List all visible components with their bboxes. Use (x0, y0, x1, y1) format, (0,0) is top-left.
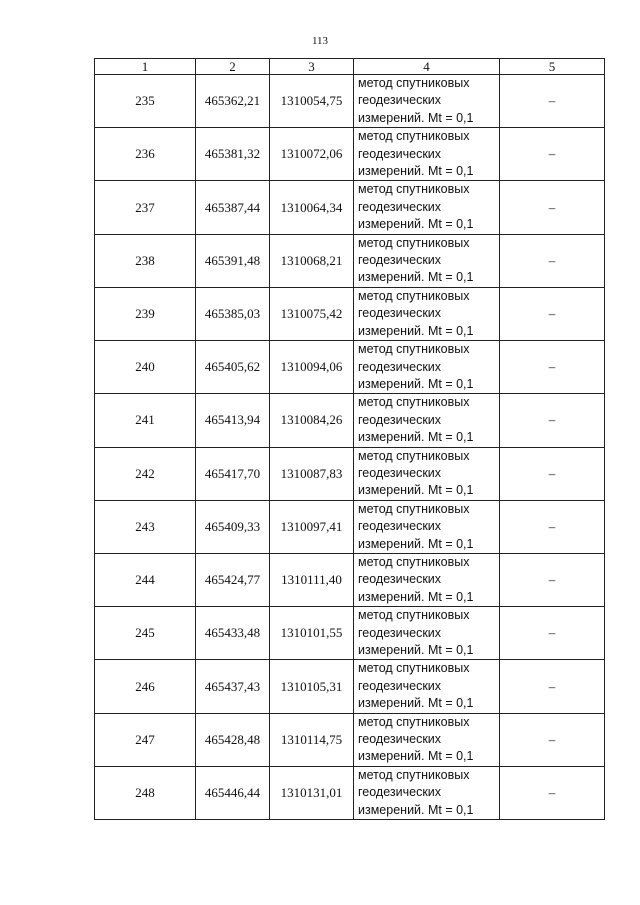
method-text-line: геодезических (358, 732, 442, 747)
note-cell: – (500, 660, 605, 713)
method-text-line: геодезических (358, 146, 442, 161)
note-cell: – (500, 713, 605, 766)
method-text-line: метод спутниковых (358, 395, 470, 410)
table-row (95, 500, 605, 553)
method-text-line: геодезических (358, 253, 442, 268)
table-header (95, 59, 605, 75)
coordinate-y-cell: 1310101,55 (270, 607, 354, 660)
method-text-line: измерений. Mt = 0,1 (358, 376, 474, 391)
note-cell: – (500, 500, 605, 553)
table-row (95, 287, 605, 340)
coordinate-y-cell: 1310084,26 (270, 394, 354, 447)
method-text-line: геодезических (358, 519, 442, 534)
note-cell: – (500, 394, 605, 447)
coordinate-y-cell: 1310094,06 (270, 341, 354, 394)
method-cell (354, 713, 500, 766)
note-cell: – (500, 287, 605, 340)
method-text-line: метод спутниковых (358, 714, 470, 729)
coordinate-y-cell: 1310131,01 (270, 766, 354, 819)
column-header-3: 3 (270, 59, 354, 75)
point-number-cell: 247 (95, 713, 196, 766)
coordinate-x-cell: 465433,48 (196, 607, 270, 660)
method-text-line: метод спутниковых (358, 288, 470, 303)
point-number-cell: 236 (95, 128, 196, 181)
point-number-cell: 239 (95, 287, 196, 340)
table-row (95, 394, 605, 447)
method-cell (354, 341, 500, 394)
coordinate-x-cell: 465381,32 (196, 128, 270, 181)
coordinate-x-cell: 465387,44 (196, 181, 270, 234)
method-text-line: измерений. Mt = 0,1 (358, 483, 474, 498)
method-text-line: измерений. Mt = 0,1 (358, 217, 474, 232)
coordinate-x-cell: 465424,77 (196, 553, 270, 606)
method-cell (354, 181, 500, 234)
note-cell: – (500, 766, 605, 819)
point-number-cell: 246 (95, 660, 196, 713)
note-cell: – (500, 75, 605, 128)
method-cell (354, 447, 500, 500)
method-text-line: метод спутниковых (358, 76, 470, 90)
table-row (95, 660, 605, 713)
point-number-cell: 238 (95, 234, 196, 287)
method-text-line: измерений. Mt = 0,1 (358, 323, 474, 338)
table-row (95, 553, 605, 606)
point-number-cell: 242 (95, 447, 196, 500)
column-header-5: 5 (500, 59, 605, 75)
column-header-2: 2 (196, 59, 270, 75)
method-text-line: метод спутниковых (358, 182, 470, 197)
note-cell: – (500, 607, 605, 660)
coordinate-y-cell: 1310087,83 (270, 447, 354, 500)
point-number-cell: 237 (95, 181, 196, 234)
coordinate-y-cell: 1310114,75 (270, 713, 354, 766)
page-number: 113 (311, 35, 329, 47)
coordinate-y-cell: 1310068,21 (270, 234, 354, 287)
method-text-line: измерений. Mt = 0,1 (358, 749, 474, 764)
point-number-cell: 245 (95, 607, 196, 660)
coordinate-x-cell: 465405,62 (196, 341, 270, 394)
point-number-cell: 240 (95, 341, 196, 394)
method-cell (354, 500, 500, 553)
method-text-line: геодезических (358, 678, 442, 693)
coordinate-x-cell: 465409,33 (196, 500, 270, 553)
table-row (95, 607, 605, 660)
table-row (95, 447, 605, 500)
method-text-line: измерений. Mt = 0,1 (358, 164, 474, 179)
method-text-line: геодезических (358, 412, 442, 427)
coordinate-y-cell: 1310064,34 (270, 181, 354, 234)
coordinate-x-cell: 465428,48 (196, 713, 270, 766)
header-row (95, 59, 605, 75)
method-text-line: измерений. Mt = 0,1 (358, 696, 474, 711)
coordinate-x-cell: 465362,21 (196, 75, 270, 128)
method-text-line: геодезических (358, 306, 442, 321)
note-cell: – (500, 341, 605, 394)
method-text-line: геодезических (358, 465, 442, 480)
coordinate-x-cell: 465446,44 (196, 766, 270, 819)
method-text-line: геодезических (358, 572, 442, 587)
method-text-line: метод спутниковых (358, 767, 470, 782)
method-text-line: геодезических (358, 625, 442, 640)
method-cell (354, 287, 500, 340)
table-body (95, 75, 605, 820)
coordinate-y-cell: 1310111,40 (270, 553, 354, 606)
method-cell (354, 660, 500, 713)
method-text-line: геодезических (358, 199, 442, 214)
method-text-line: метод спутниковых (358, 235, 470, 250)
coordinate-x-cell: 465391,48 (196, 234, 270, 287)
method-text-line: метод спутниковых (358, 342, 470, 357)
method-text-line: геодезических (358, 359, 442, 374)
point-number-cell: 235 (95, 75, 196, 128)
table-row (95, 128, 605, 181)
table-row (95, 181, 605, 234)
column-header-4: 4 (354, 59, 500, 75)
method-text-line: метод спутниковых (358, 608, 470, 623)
method-text-line: метод спутниковых (358, 501, 470, 516)
coordinate-y-cell: 1310097,41 (270, 500, 354, 553)
method-cell (354, 553, 500, 606)
method-text-line: измерений. Mt = 0,1 (358, 643, 474, 657)
method-text-line: метод спутниковых (358, 129, 470, 144)
method-cell (354, 128, 500, 181)
table-row (95, 766, 605, 819)
table-row (95, 713, 605, 766)
note-cell: – (500, 234, 605, 287)
note-cell: – (500, 128, 605, 181)
note-cell: – (500, 553, 605, 606)
note-cell: – (500, 447, 605, 500)
point-number-cell: 244 (95, 553, 196, 606)
method-text-line: метод спутниковых (358, 661, 470, 676)
coordinate-y-cell: 1310072,06 (270, 128, 354, 181)
method-text-line: метод спутниковых (358, 448, 470, 463)
column-header-1: 1 (95, 59, 196, 75)
method-text-line: геодезических (358, 93, 442, 108)
point-number-cell: 243 (95, 500, 196, 553)
method-cell (354, 394, 500, 447)
method-text-line: измерений. Mt = 0,1 (358, 110, 474, 125)
table-row (95, 75, 605, 128)
method-text-line: геодезических (358, 785, 442, 800)
coordinate-x-cell: 465437,43 (196, 660, 270, 713)
method-text-line: измерений. Mt = 0,1 (358, 802, 474, 817)
method-text-line: измерений. Mt = 0,1 (358, 536, 474, 551)
coordinates-table (94, 58, 605, 820)
table-row (95, 234, 605, 287)
method-cell (354, 75, 500, 128)
table-row (95, 341, 605, 394)
method-text-line: метод спутниковых (358, 554, 470, 569)
coordinate-x-cell: 465413,94 (196, 394, 270, 447)
method-text-line: измерений. Mt = 0,1 (358, 270, 474, 285)
coordinate-y-cell: 1310105,31 (270, 660, 354, 713)
method-cell (354, 607, 500, 660)
coordinate-y-cell: 1310075,42 (270, 287, 354, 340)
coordinate-x-cell: 465417,70 (196, 447, 270, 500)
method-text-line: измерений. Mt = 0,1 (358, 430, 474, 445)
method-text-line: измерений. Mt = 0,1 (358, 589, 474, 604)
point-number-cell: 241 (95, 394, 196, 447)
method-cell (354, 766, 500, 819)
point-number-cell: 248 (95, 766, 196, 819)
coordinate-x-cell: 465385,03 (196, 287, 270, 340)
coordinate-y-cell: 1310054,75 (270, 75, 354, 128)
note-cell: – (500, 181, 605, 234)
method-cell (354, 234, 500, 287)
